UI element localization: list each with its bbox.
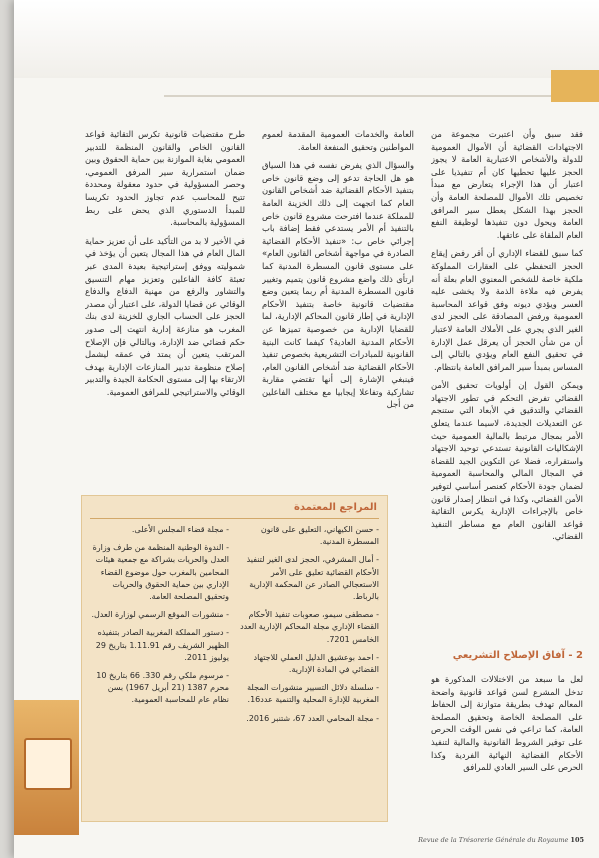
reference-item: - مجلة المحامي العدد 67، شتنبر 2016. [239,713,379,725]
references-box [81,495,388,822]
building-window [24,738,72,790]
reference-item: - حسن الكيهاني، التعليق على قانون المسطرة المدنية. [239,524,379,548]
reference-item: - سلسلة دلائل التسيير منشورات المجلة المغربية للإدارة المحلية والتنمية عدد16. [239,682,379,706]
journal-name: Revue de la Trésorerie Générale du Royaume [418,836,569,844]
references-column-left [91,524,229,713]
reference-item: - أمال المشرفي، الحجز لدى الغير لتنفيذ الأحكام القضائية تعليق على الأمر الاستعجالي الصادر عن المحكمة الإدارية بالرباط. [239,554,379,603]
paragraph: ويمكن القول إن أولويات تحقيق الأمن القضائي تفرض التحكم في تطور الاجتهاد القضائي والتدقيق في الأبعاد التي ستنجم عن التعديلات الجديدة، لاسيما عندما يتعلق الأمر بمجال مرتبط بالمالية العمومية حيث الإشكاليات القانونية تستدعي توحيد الاجتهاد واستقراره، فضلا عن التكوين الجيد للقضاة في المجال المالي والمحاسبة العمومية لضمان جودة الأحكام كعنصر أساسي لتوفير الأمن القضائي، وكذا في انتظار إصدار قانون خاص بالإجراءات الإدارية يكرس التقائية قواعد القانون العام مع مساطر التنفيذ القضائي. [431,380,583,542]
reference-item: - مجلة قضاء المجلس الأعلى. [91,524,229,536]
paragraph: العامة والخدمات العمومية المقدمة لعموم المواطنين وتحقيق المنفعة العامة. [262,129,414,152]
reference-item: - منشورات الموقع الرسمي لوزارة العدل. [91,609,229,621]
page-footer [304,836,584,844]
reference-item: - مصطفى سيمو، صعوبات تنفيذ الأحكام القضاء الإداري مجلة المحاكم الإدارية العدد الخامس 7201. [239,609,379,646]
page [14,0,599,858]
reference-item: - دستور المملكة المغربية الصادر بتنفيذه الظهير الشريف رقم 1.11.91 بتاريخ 29 يوليوز 2011. [91,627,229,664]
building-photo [14,700,79,835]
text-column-right [431,128,583,632]
corner-accent-block [551,70,599,102]
text-column-middle [262,128,414,483]
text-column-right-lower [431,673,583,823]
references-title: المراجع المعتمدة [293,502,377,513]
header-divider [164,95,599,97]
paragraph: فقد سبق وأن اعتبرت مجموعة من الاجتهادات القضائية أن الأموال العمومية للدولة والأشخاص الاعتبارية العامة لا يجوز الحجز عليها تحطيها كان أم تنفيذيا على اعتبار أن هذا الإجراء يتعارض مع مبدأ تخصيص تلك الأموال للمصلحة العامة وأن الحجز بهذا الشكل يعطل سير المرافق العامة ويحول دون تنفيذها لوظيفة النفع العام الملقاة على عاتقها. [431,129,583,240]
reference-item: - مرسوم ملكي رقم 330. 66 بتاريخ 10 محرم 1387 (21 أبريل 1967) بسن نظام عام للمحاسبة العمومية. [91,670,229,707]
section-heading: 2 - آفاق الإصلاح التشريعي [452,650,583,661]
reference-item: - الندوة الوطنية المنظمة من طرف وزارة العدل والحريات بشراكة مع جمعية هيئات المحامين بالمغرب حول موضوع القضاء الإداري بين حماية الحقوق والحريات وتحقيق المصلحة العامة. [91,542,229,603]
paragraph: والسؤال الذي يفرض نفسه في هذا السياق هو هل الحاجة تدعو إلى وضع قانون خاص بتنفيذ الأحكام القضائية ضد أشخاص القانون العام كما اتجهت إلى ذلك الخزينة العامة للمملكة عندما افترحت مشروع قانون خاص بالتنفيذ أم الأمر يستدعي فقط إضافة باب إجرائي خاص ب: «تنفيذ الأحكام القضائية الصادرة في مواجهة أشخاص القانون العام» على مستوى قانون المسطرة المدنية كما ارتأى ذلك واضع مشروع قانون يتميم وتغيير قانون المسطرة المدنية أم ربما يتعين وضع مقتضيات قانونية خاصة بتنفيذ الأحكام الإدارية في إطار قانون المحاكم الإدارية، لما للقضايا الإدارية من خصوصية تميزها عن الأحكام المدنية العادية؟ كيفما كانت البنية القانونية للمبادرات التشريعية بخصوص تنفيذ الأحكام القضائية ضد أشخاص القانون العام، فينبغي الإشارة إلى أنها تقتضي مقاربة تشاركية وتفاعلا إيجابيا مع مختلف الفاعلين من أجل [262,160,414,410]
paragraph: كما سبق للقضاء الإداري أن أقر رفض إيقاع الحجز التحفظي على العقارات المملوكة ملكية خاصة للشخص المعنوي العام بعلة أنه يفرض فيه ملاءة الذمة ولا يخشى عليه العسر ويؤدي ديونه وفق قواعد المحاسبة العمومية ورفض المصادقة على الحجز لدى الغير الذي يجري على الأملاك العامة لاعتبار أن من شأن الحجز أن يعرقل عمل الإدارة في تحقيق النفع العام ويؤدي بالتالي إلى المساس بمبدأ سير المرافق العامة بانتظام. [431,248,583,372]
paragraph: طرح مقتضيات قانونية تكرس التقائية قواعد القانون الخاص والقانون المنظمة للتدبير العمومي بغاية الموازنة بين حماية الحقوق وبين ضمان استمرارية سير المرفق العمومي، وحصر المسؤولية في حدود معقولة ومحددة تتيح للمحاسب عدم تجاوز الحدود تكريسا للمبدأ الدستوري الذي يحض على ربط المسؤولية بالمحاسبة. [85,129,245,228]
reference-item: - احمد بوعشيق الدليل العملي للاجتهاد القضائي في المادة الإدارية. [239,652,379,676]
text-column-left [85,128,245,483]
paragraph: لعل ما سبعد من الاختلالات المذكورة هو تدخل المشرع لسن قواعد قانونية واضحة المعالم تهدف بطريقة متوازنة إلى الحفاظ على المصلحة الخاصة وتحقيق المصلحة العامة، كما تراعي في نفس الوقت الحرص على توفير الشروط القانونية والمالية لتنفيذ الأحكام القضائية النهائية الفردية وكذا الحرص على السير العادي للمرافق [431,674,583,773]
page-number: 105 [570,836,584,844]
paragraph: في الأخير لا بد من التأكيد على أن تعزيز حماية المال العام في هذا المجال يتعين أن يؤخذ في شموليته ووفق إستراتيجية بعيدة المدى عبر تعبئة كافة الفاعلين وتعزيز مهام التنسيق والتشاور والرفع من مهنية الدفاع والدفاع الوقائي عن قضايا الدولة، على اعتبار أن مصدر الحجز على الحساب الجاري للخزينة لدى بنك المغرب هو منازعة إدارية انتهت إلى صدور حكم قضائي ضد الإدارة، وبالتالي فإن الإصلاح المرتقب يتعين أن يمتد في عمقه ليشمل إصلاح منظومة تدبير المنازعات الإدارية بهدف الارتقاء بها إلى مستوى الحكامة الجيدة والتدبير الوقائي والاستراتيجي للمرافق العمومية. [85,235,245,397]
header-band [14,0,599,78]
references-divider [90,518,379,519]
references-column-right [239,524,379,731]
